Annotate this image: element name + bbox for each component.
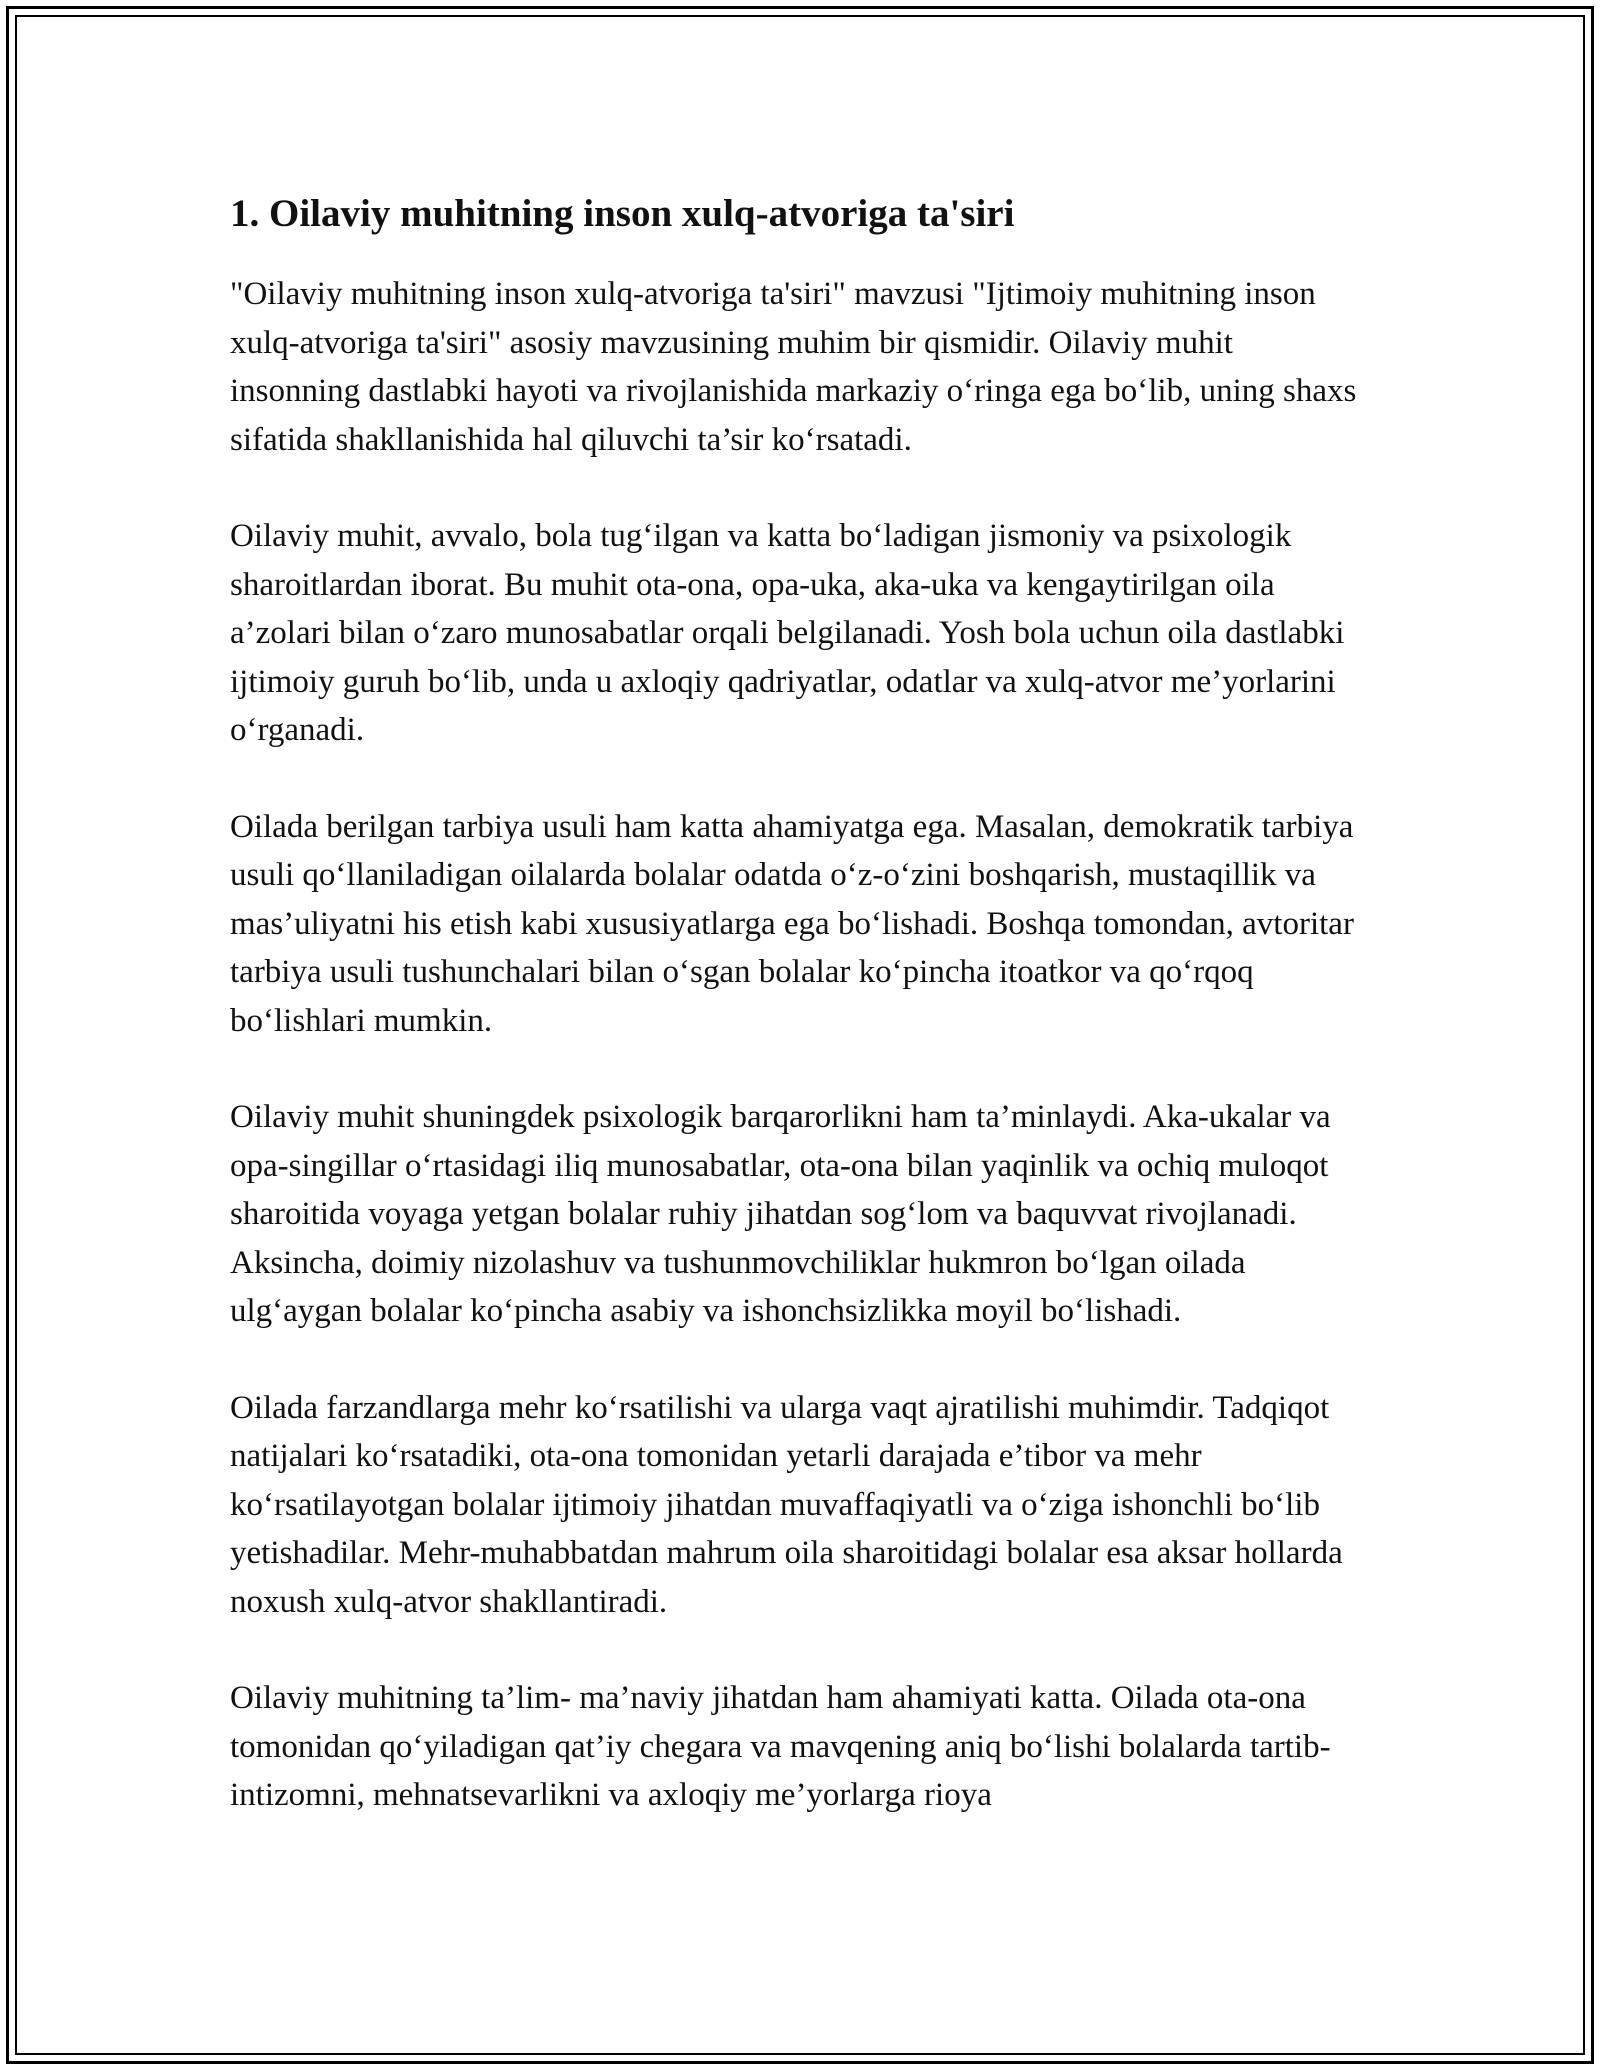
paragraph-2: Oilaviy muhit, avvalo, bola tug‘ilgan va katta bo‘ladigan jismoniy va psixologik sharoitlardan iborat. Bu muhit ota-ona, opa-uka, aka-uka va kengaytirilgan oila a’zolari bilan o‘zaro munosabatlar orqali belgilanadi. Yosh bola uchun oila dastlabki ijtimoiy guruh bo‘lib, unda u axloqiy qadriyatlar, odatlar va xulq-atvor me’yorlarini o‘rganadi. [230,518,1345,748]
document-title: 1. Oilaviy muhitning inson xulq-atvoriga ta'siri [230,192,1015,235]
paragraph-4: Oilaviy muhit shuningdek psixologik barqarorlikni ham ta’minlaydi. Aka-ukalar va opa-singillar o‘rtasidagi iliq munosabatlar, ota-ona bilan yaqinlik va ochiq muloqot sharoitida voyaga yetgan bolalar ruhiy jihatdan sog‘lom va baquvvat rivojlanadi. Aksincha, doimiy nizolashuv va tushunmovchiliklar hukmron bo‘lgan oilada ulg‘aygan bolalar ko‘pincha asabiy va ishonchsizlikka moyil bo‘lishadi. [230,1099,1331,1329]
paragraph-6: Oilaviy muhitning ta’lim- ma’naviy jihatdan ham ahamiyati katta. Oilada ota-ona tomonidan qo‘yiladigan qat’iy chegara va mavqening aniq bo‘lishi bolalarda tartib-intizomni, mehnatsevarlikni va axloqiy me’yorlarga rioya [230,1680,1331,1813]
paragraph-5: Oilada farzandlarga mehr ko‘rsatilishi va ularga vaqt ajratilishi muhimdir. Tadqiqot natijalari ko‘rsatadiki, ota-ona tomonidan yetarli darajada e’tibor va mehr ko‘rsatilayotgan bolalar ijtimoiy jihatdan muvaffaqiyatli va o‘ziga ishonchli bo‘lib yetishadilar. Mehr-muhabbatdan mahrum oila sharoitidagi bolalar esa aksar hollarda noxush xulq-atvor shakllantiradi. [230,1389,1343,1620]
paragraph-3: Oilada berilgan tarbiya usuli ham katta ahamiyatga ega. Masalan, demokratik tarbiya usuli qo‘llaniladigan oilalarda bolalar odatda o‘z-o‘zini boshqarish, mustaqillik va mas’uliyatni his etish kabi xususiyatlarga ega bo‘lishadi. Boshqa tomondan, avtoritar tarbiya usuli tushunchalari bilan o‘sgan bolalar ko‘pincha itoatkor va qo‘rqoq bo‘lishlari mumkin. [230,808,1354,1039]
document-content [230,186,1370,1820]
paragraph-1: "Oilaviy muhitning inson xulq-atvoriga ta'siri" mavzusi "Ijtimoiy muhitning inson xulq-atvoriga ta'siri" asosiy mavzusining muhim bir qismidir. Oilaviy muhit insonning dastlabki hayoti va rivojlanishida markaziy o‘ringa ega bo‘lib, uning shaxs sifatida shakllanishida hal qiluvchi ta’sir ko‘rsatadi. [230,276,1357,458]
